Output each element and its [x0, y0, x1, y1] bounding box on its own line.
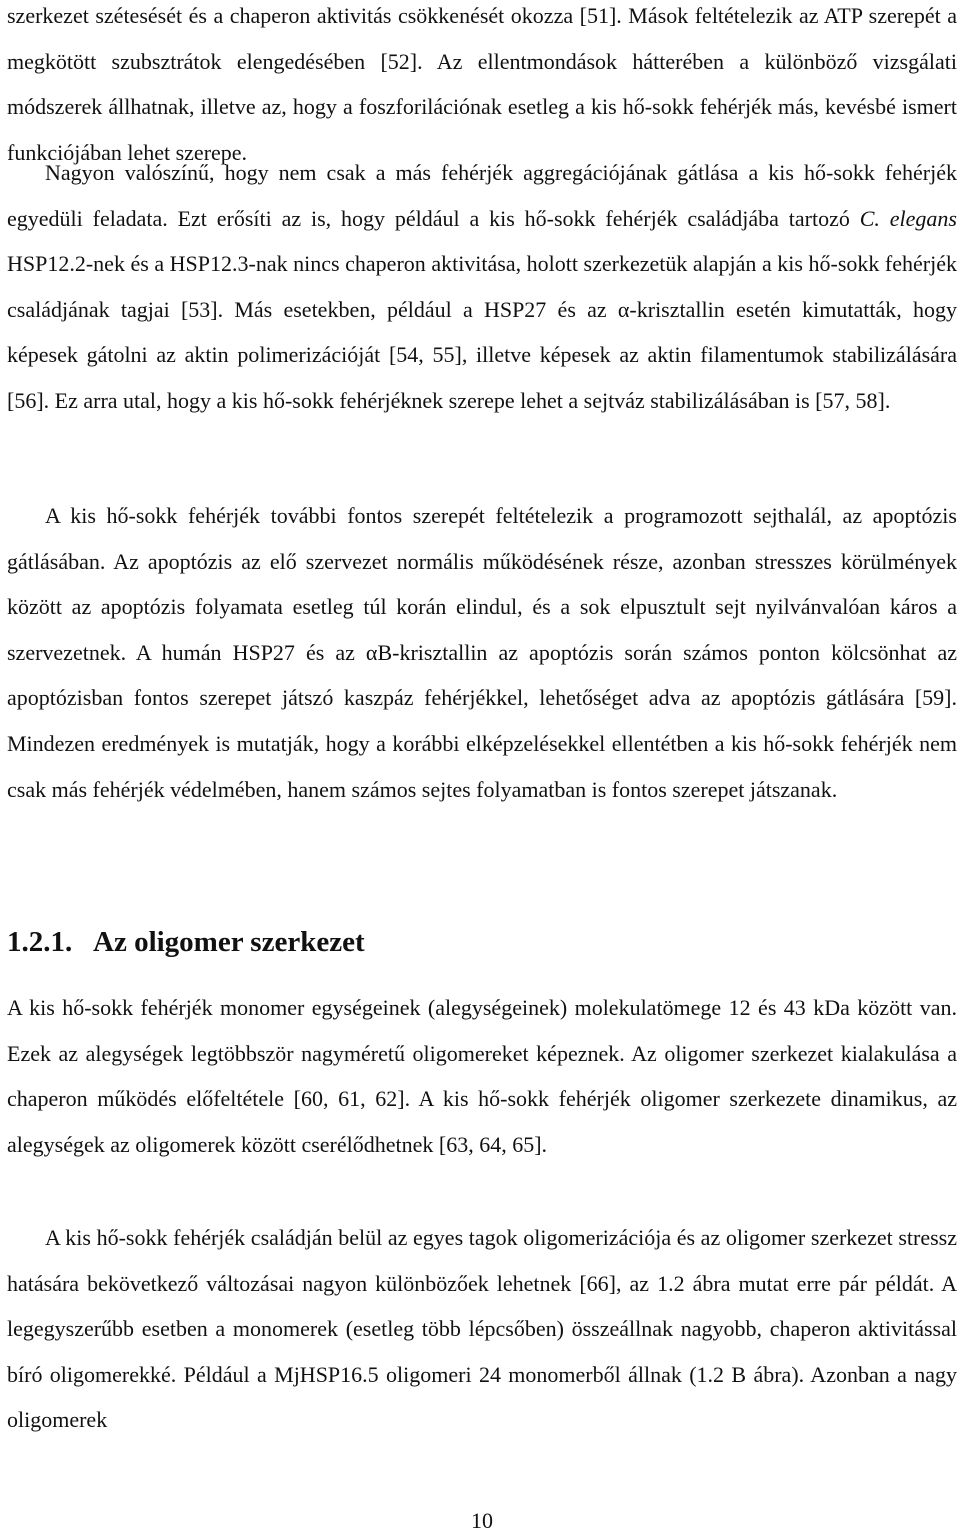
species-name: C. elegans: [859, 205, 957, 231]
paragraph-2: [7, 150, 957, 424]
paragraph-2-text-a: Nagyon valószínű, hogy nem csak a más fehérjék aggregációjának gátlása a kis hő-sokk fehérjék egyedüli feladata. Ezt erősíti az is, hogy például a kis hő-sokk fehérjék családjába tartozó: [7, 160, 957, 231]
paragraph-5-text: A kis hő-sokk fehérjék családján belül az egyes tagok oligomerizációja és az oligomer szerkezet stressz hatására bekövetkező változásai nagyon különbözőek lehetnek [66], az 1.2 ábra mutat erre pár példát. A legegyszerűbb esetben a monomerek (esetleg több lépcsőben) összeállnak nagyobb, chaperon aktivitással bíró oligomerekké. Például a MjHSP16.5 oligomeri 24 monomerből állnak (1.2 B ábra). Azonban a nagy oligomerek: [7, 1225, 957, 1433]
paragraph-1-text: szerkezet szétesését és a chaperon aktivitás csökkenését okozza [51]. Mások feltételezik az ATP szerepét a megkötött szubsztrátok elengedésében [52]. Az ellentmondások hátterében a különböző vizsgálati módszerek állhatnak, illetve az, hogy a foszforilációnak esetleg a kis hő-sokk fehérjék más, kevésbé ismert funkciójában lehet szerepe.: [7, 3, 957, 165]
page-number: 10: [471, 1508, 493, 1533]
paragraph-4: [7, 985, 957, 1167]
document-page: [7, 0, 957, 1538]
paragraph-2-text-b: HSP12.2-nek és a HSP12.3-nak nincs chaperon aktivitása, holott szerkezetük alapján a kis hő-sokk fehérjék családjának tagjai [53]. Más esetekben, például a HSP27 és az α-krisztallin esetén kimutatták, hogy képesek gátolni az aktin polimerizációját [54, 55], illetve képesek az aktin filamentumok stabilizálására [56]. Ez arra utal, hogy a kis hő-sokk fehérjéknek szerepe lehet a sejtváz stabilizálásában is [57, 58].: [7, 251, 957, 413]
section-heading: [7, 920, 957, 964]
section-number: 1.2.1.: [7, 926, 73, 958]
section-title: Az oligomer szerkezet: [93, 926, 365, 958]
paragraph-4-text: A kis hő-sokk fehérjék monomer egységeinek (alegységeinek) molekulatömege 12 és 43 kDa között van. Ezek az alegységek legtöbbször nagyméretű oligomereket képeznek. Az oligomer szerkezet kialakulása a chaperon működés előfeltétele [60, 61, 62]. A kis hő-sokk fehérjék oligomer szerkezete dinamikus, az alegységek az oligomerek között cserélődhetnek [63, 64, 65].: [7, 995, 957, 1157]
paragraph-5: [7, 1215, 957, 1443]
paragraph-3-text: A kis hő-sokk fehérjék további fontos szerepét feltételezik a programozott sejthalál, az apoptózis gátlásában. Az apoptózis az elő szervezet normális működésének része, azonban stresszes körülmények között az apoptózis folyamata esetleg túl korán elindul, és a sok elpusztult sejt nyilvánvalóan káros a szervezetnek. A humán HSP27 és az αB-krisztallin az apoptózis során számos ponton kölcsönhat az apoptózisban fontos szerepet játszó kaszpáz fehérjékkel, lehetőséget adva az apoptózis gátlására [59]. Mindezen eredmények is mutatják, hogy a korábbi elképzelésekkel ellentétben a kis hő-sokk fehérjék nem csak más fehérjék védelmében, hanem számos sejtes folyamatban is fontos szerepet játszanak.: [7, 503, 957, 802]
paragraph-3: [7, 493, 957, 812]
